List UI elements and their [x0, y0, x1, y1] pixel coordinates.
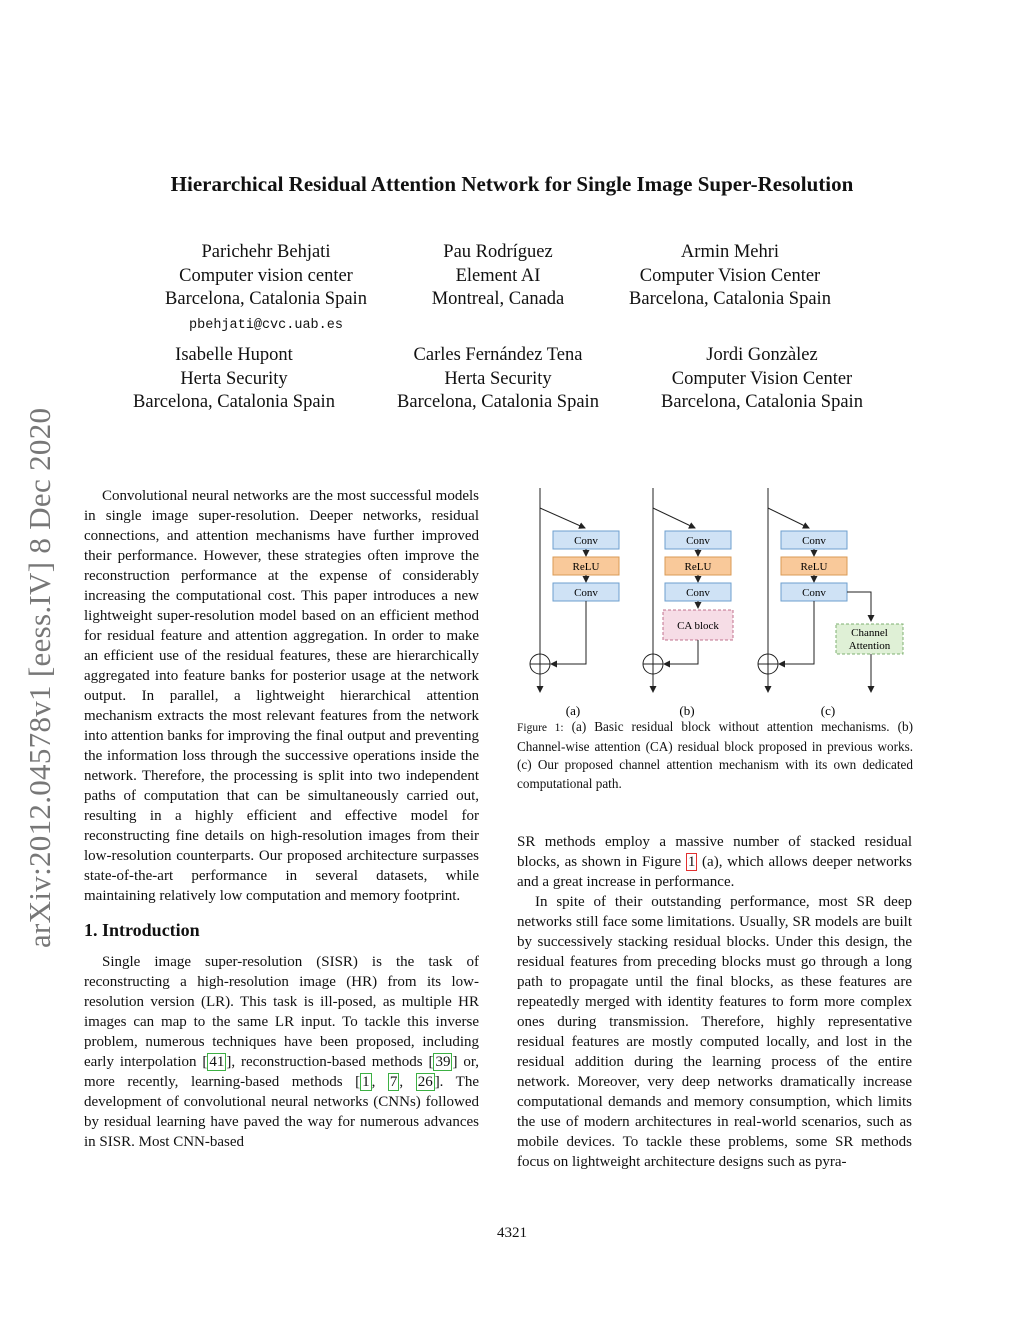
- abstract: Convolutional neural networks are the most successful models in single image super-resolution. Deeper networks, residual connections, and attention mechanisms have further improved their performance. However, these strategies often improve the reconstruction performance at the expense of considerably increasing the computational cost. This paper introduces a new lightweight super-resolution model based on an efficient method for residual feature and attention aggregation. In order to make an efficient use of the residual features, these are hierarchically aggregated into feature banks for posterior usage at the network output. In parallel, a lightweight hierarchical attention mechanism extracts the most relevant features from the network into attention banks for improving the final output and preventing the information loss through the successive operations inside the network. Therefore, the processing is split into two independent paths of computation that can be simultaneously carried out, resulting in a highly efficient and effective model for reconstructing fine details on high-resolution images from their low-resolution counterparts. Our proposed architecture surpasses state-of-the-art performance in several datasets, while maintaining relatively low computation and memory footprint.: [84, 488, 479, 904]
- author-location: Barcelona, Catalonia Spain: [397, 392, 599, 412]
- text-run: ], reconstruction-based methods [: [226, 1054, 434, 1070]
- figure-1-caption: [517, 718, 913, 793]
- author-affiliation: Herta Security: [180, 368, 288, 389]
- channel-attention-label-2: Attention: [848, 640, 891, 652]
- ca-block-label: CA block: [677, 620, 719, 632]
- conv-label: Conv: [686, 587, 710, 599]
- author-email: pbehjati@cvc.uab.es: [189, 317, 343, 333]
- author-affiliation: Element AI: [455, 265, 541, 286]
- caption-label: Figure 1:: [517, 722, 564, 734]
- sublabel-c: (c): [820, 703, 836, 718]
- author-location: Barcelona, Catalonia Spain: [629, 289, 831, 309]
- author-location: Barcelona, Catalonia Spain: [661, 392, 863, 412]
- intro-paragraph-3: In spite of their outstanding performance, most SR deep networks still face some limitations. Usually, SR models are built by successively stacking residual blocks. Under this design, the residual features from preceding blocks must go through a long path to propagate until the final blocks, as these features are repeatedly merged with identity features to form more complex ones during transmission. Therefore, highly representative residual features are mostly computed locally, and lost in the residual addition during the learning process of the entire network. Moreover, very deep networks dramatically increase computational demands and memory consumption, which limits the use of modern architectures in real-world scenarios, such as mobile devices. To tackle these problems, some SR methods focus on lightweight architecture designs such as pyra-: [517, 894, 912, 1170]
- author-affiliation: Herta Security: [444, 368, 552, 389]
- author-location: Barcelona, Catalonia Spain: [133, 392, 335, 412]
- sublabel-b: (b): [679, 703, 695, 718]
- citation-link[interactable]: 26: [417, 1074, 433, 1090]
- author-affiliation: Computer Vision Center: [639, 265, 821, 286]
- residual-path: [779, 601, 814, 664]
- author-block-2: [397, 241, 599, 312]
- diagram-c: [758, 488, 903, 692]
- section-heading-introduction: 1. Introduction: [84, 920, 200, 940]
- conv-label: Conv: [574, 587, 598, 599]
- text-run: ,: [399, 1074, 416, 1090]
- diagram-a: [530, 488, 619, 692]
- author-block-5: [380, 344, 616, 415]
- relu-label: ReLU: [800, 561, 828, 573]
- relu-label: ReLU: [684, 561, 712, 573]
- author-affiliation: Computer vision center: [179, 265, 353, 286]
- intro-paragraph-1: [84, 952, 479, 1152]
- author-name: Parichehr Behjati: [201, 242, 331, 262]
- page-number: 4321: [497, 1225, 527, 1241]
- intro-paragraph-2: [517, 832, 912, 892]
- author-affiliation: Computer Vision Center: [671, 368, 853, 389]
- author-name: Isabelle Hupont: [175, 345, 293, 365]
- text-run: (a), which allows deeper networks and a great increase in performance.: [517, 854, 912, 890]
- conv-label: Conv: [802, 535, 826, 547]
- citation-link[interactable]: 39: [435, 1054, 451, 1070]
- input-arrow: [653, 508, 695, 528]
- text-run: Single image super-resolution (SISR) is the task of reconstructing a high-resolution image (HR) from its low-resolution version (LR). This task is ill-posed, as multiple HR images can map to the same LR input. To tackle this inverse problem, numerous techniques have been proposed, including early interpolation [: [84, 954, 479, 1070]
- text-run: ] or, more recently, learning-based methods [: [84, 1054, 479, 1090]
- caption-text: (a) Basic residual block without attention mechanisms. (b) Channel-wise attention (CA) residual block proposed in previous works. (c) Our proposed channel attention mechanism with its own dedicated computational path.: [517, 719, 913, 791]
- page-title: Hierarchical Residual Attention Network for Single Image Super-Resolution: [170, 172, 854, 196]
- author-block-1: [150, 241, 382, 340]
- author-block-6: [644, 344, 880, 415]
- text-run: ]. The development of convolutional neural networks (CNNs) followed by residual learning have paved the way for numerous advances in SISR. Most CNN-based: [84, 1074, 480, 1150]
- author-name: Armin Mehri: [680, 242, 780, 262]
- conv-label: Conv: [574, 535, 598, 547]
- figure-1: [515, 484, 915, 718]
- citation-link[interactable]: 1: [362, 1074, 370, 1090]
- diagram-b: [643, 488, 733, 692]
- author-name: Pau Rodríguez: [443, 242, 553, 262]
- text-run: ,: [371, 1074, 388, 1090]
- author-location: Barcelona, Catalonia Spain: [165, 289, 367, 309]
- relu-label: ReLU: [572, 561, 600, 573]
- text-run: SR methods employ a massive number of stacked residual blocks, as shown in Figure: [517, 834, 912, 870]
- citation-link[interactable]: 41: [209, 1054, 225, 1070]
- author-name: Jordi Gonzàlez: [706, 345, 818, 365]
- attention-path: [847, 592, 871, 621]
- figure-ref-link[interactable]: 1: [687, 854, 696, 870]
- citation-link[interactable]: 7: [389, 1074, 398, 1090]
- sublabel-a: (a): [565, 703, 581, 718]
- arxiv-stamp: arXiv:2012.04578v1 [eess.IV] 8 Dec 2020: [22, 407, 57, 948]
- author-location: Montreal, Canada: [431, 289, 565, 309]
- left-column: [84, 486, 479, 1152]
- figure-1-diagram: [515, 484, 915, 718]
- channel-attention-label-1: Channel: [851, 627, 888, 639]
- conv-label: Conv: [686, 535, 710, 547]
- author-block-4: [116, 344, 352, 415]
- right-column: [517, 832, 912, 1172]
- conv-label: Conv: [802, 587, 826, 599]
- residual-path: [664, 640, 698, 664]
- input-arrow: [768, 508, 809, 528]
- input-arrow: [540, 508, 585, 528]
- author-name: Carles Fernández Tena: [413, 345, 583, 365]
- residual-path: [551, 601, 586, 664]
- author-block-3: [612, 241, 848, 312]
